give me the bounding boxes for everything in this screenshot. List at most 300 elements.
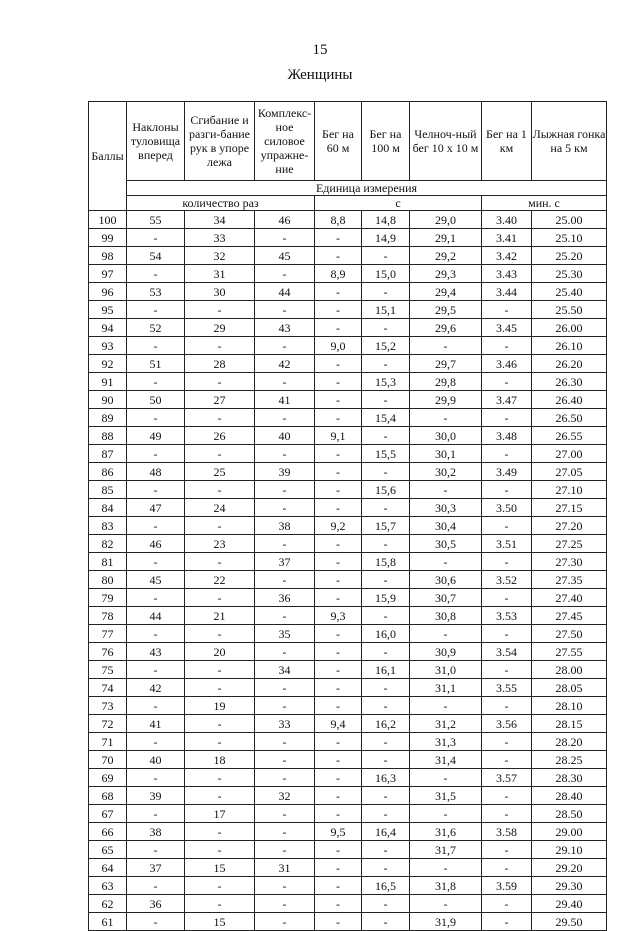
table-cell: 21 [185,607,255,625]
table-cell: 3.45 [482,319,532,337]
points-cell: 93 [89,337,127,355]
table-row [89,859,607,877]
table-cell: 43 [255,319,315,337]
table-cell: 29,8 [410,373,482,391]
page-title: Женщины [287,67,353,83]
table-cell: 25.40 [532,283,607,301]
table-cell: - [127,445,185,463]
table-cell: - [362,355,410,373]
table-cell: - [315,463,362,481]
points-cell: 63 [89,877,127,895]
table-cell: 3.52 [482,571,532,589]
table-row [89,697,607,715]
table-cell: 9,0 [315,337,362,355]
table-cell: 26.00 [532,319,607,337]
points-cell: 98 [89,247,127,265]
table-cell: 48 [127,463,185,481]
table-cell: - [127,733,185,751]
table-row [89,283,607,301]
table-cell: 3.42 [482,247,532,265]
header-run-1km: Бег на 1 км [482,102,532,181]
table-cell: 3.41 [482,229,532,247]
table-cell: - [255,373,315,391]
points-cell: 70 [89,751,127,769]
table-row [89,769,607,787]
table-cell: - [315,877,362,895]
table-cell: 33 [185,229,255,247]
table-cell: 3.47 [482,391,532,409]
table-cell: 31,8 [410,877,482,895]
table-cell: - [255,535,315,553]
table-cell: - [482,301,532,319]
points-cell: 73 [89,697,127,715]
header-forward-bend: Наклоны туловища вперед [127,102,185,181]
table-cell: - [315,841,362,859]
table-cell: 30,3 [410,499,482,517]
table-cell: 3.43 [482,265,532,283]
table-cell: - [482,859,532,877]
table-cell: 29.40 [532,895,607,913]
points-cell: 71 [89,733,127,751]
table-cell: 39 [255,463,315,481]
table-row [89,499,607,517]
table-cell: - [185,661,255,679]
points-cell: 79 [89,589,127,607]
unit-seconds: с [315,196,482,211]
table-cell: - [362,733,410,751]
table-row [89,751,607,769]
table-cell: 15,4 [362,409,410,427]
table-cell: 34 [255,661,315,679]
table-cell: - [315,787,362,805]
unit-minsec: мин. с [482,196,607,211]
table-row [89,715,607,733]
table-cell: - [255,751,315,769]
table-cell: - [482,661,532,679]
table-row [89,265,607,283]
table-cell: 37 [255,553,315,571]
table-cell: - [315,247,362,265]
table-cell: 15,2 [362,337,410,355]
table-row [89,427,607,445]
table-cell: 22 [185,571,255,589]
table-cell: - [315,499,362,517]
table-cell: - [410,337,482,355]
table-cell: - [362,607,410,625]
table-cell: 29 [185,319,255,337]
table-cell: 26.40 [532,391,607,409]
table-cell: 31 [185,265,255,283]
table-cell: 41 [255,391,315,409]
table-cell: 29,2 [410,247,482,265]
table-cell: 17 [185,805,255,823]
table-cell: - [255,499,315,517]
points-cell: 100 [89,211,127,229]
table-cell: - [362,247,410,265]
table-cell: - [315,319,362,337]
table-cell: 3.53 [482,607,532,625]
table-cell: - [315,373,362,391]
points-cell: 95 [89,301,127,319]
table-cell: 51 [127,355,185,373]
points-cell: 74 [89,679,127,697]
table-cell: - [482,787,532,805]
table-cell: 26.10 [532,337,607,355]
table-cell: 30,0 [410,427,482,445]
table-cell: - [482,481,532,499]
table-cell: - [255,409,315,427]
table-cell: - [185,337,255,355]
table-cell: - [410,553,482,571]
table-body [89,211,607,931]
table-cell: - [185,877,255,895]
table-cell: - [315,589,362,607]
table-cell: 31,7 [410,841,482,859]
table-cell: 25.10 [532,229,607,247]
table-cell: - [185,409,255,427]
table-cell: - [482,733,532,751]
table-cell: - [255,229,315,247]
points-cell: 92 [89,355,127,373]
table-cell: - [482,841,532,859]
table-cell: 29,6 [410,319,482,337]
table-cell: 52 [127,319,185,337]
table-cell: 34 [185,211,255,229]
table-cell: - [482,409,532,427]
table-row [89,805,607,823]
table-cell: - [255,805,315,823]
table-cell: 30,4 [410,517,482,535]
table-cell: 3.40 [482,211,532,229]
table-cell: - [482,697,532,715]
table-cell: - [255,769,315,787]
table-cell: - [127,229,185,247]
table-cell: - [362,283,410,301]
table-cell: 28.25 [532,751,607,769]
table-row [89,733,607,751]
table-cell: - [315,859,362,877]
table-cell: - [410,859,482,877]
table-cell: 3.48 [482,427,532,445]
table-cell: - [255,733,315,751]
table-row [89,553,607,571]
header-run-60m: Бег на 60 м [315,102,362,181]
points-cell: 66 [89,823,127,841]
table-cell: 28.05 [532,679,607,697]
table-cell: - [255,841,315,859]
table-cell: 3.51 [482,535,532,553]
table-cell: - [315,481,362,499]
table-cell: - [127,337,185,355]
table-cell: - [315,643,362,661]
points-cell: 72 [89,715,127,733]
table-cell: - [255,877,315,895]
table-cell: - [255,895,315,913]
table-cell: 44 [127,607,185,625]
table-cell: - [185,841,255,859]
table-cell: 3.58 [482,823,532,841]
table-cell: 45 [255,247,315,265]
table-cell: - [185,733,255,751]
table-cell: - [482,589,532,607]
table-cell: - [127,625,185,643]
table-row [89,823,607,841]
table-row [89,625,607,643]
table-cell: 41 [127,715,185,733]
table-cell: 29,3 [410,265,482,283]
table-cell: 26.20 [532,355,607,373]
table-cell: 27.25 [532,535,607,553]
table-cell: - [185,769,255,787]
table-cell: 31,3 [410,733,482,751]
points-cell: 67 [89,805,127,823]
table-cell: - [185,625,255,643]
table-cell: 8,9 [315,265,362,283]
table-row [89,895,607,913]
table-cell: - [127,409,185,427]
table-cell: - [127,877,185,895]
unit-count: количество раз [127,196,315,211]
table-cell: - [362,463,410,481]
points-cell: 88 [89,427,127,445]
table-cell: - [255,823,315,841]
points-cell: 77 [89,625,127,643]
table-row [89,409,607,427]
table-cell: - [410,769,482,787]
table-cell: 23 [185,535,255,553]
table-cell: - [127,301,185,319]
table-cell: 33 [255,715,315,733]
table-cell: 30 [185,283,255,301]
points-cell: 81 [89,553,127,571]
table-row [89,391,607,409]
table-cell: - [255,571,315,589]
table-cell: 27.05 [532,463,607,481]
table-row [89,571,607,589]
table-cell: 3.56 [482,715,532,733]
table-cell: 9,3 [315,607,362,625]
table-cell: - [482,337,532,355]
points-cell: 64 [89,859,127,877]
table-cell: 29.50 [532,913,607,931]
table-cell: - [127,517,185,535]
table-cell: 15,6 [362,481,410,499]
points-cell: 76 [89,643,127,661]
table-cell: - [127,805,185,823]
table-cell: - [185,715,255,733]
table-cell: - [362,895,410,913]
table-row [89,787,607,805]
table-cell: - [482,553,532,571]
table-cell: 3.57 [482,769,532,787]
table-row [89,607,607,625]
table-cell: - [315,553,362,571]
table-cell: - [482,445,532,463]
table-cell: - [482,625,532,643]
points-cell: 84 [89,499,127,517]
table-cell: 36 [255,589,315,607]
table-cell: - [410,895,482,913]
table-cell: 55 [127,211,185,229]
table-cell: - [315,751,362,769]
table-cell: 16,4 [362,823,410,841]
table-cell: 26 [185,427,255,445]
table-cell: 29.20 [532,859,607,877]
table-cell: 26.30 [532,373,607,391]
table-cell: 30,1 [410,445,482,463]
table-cell: - [185,553,255,571]
points-cell: 65 [89,841,127,859]
table-cell: - [482,373,532,391]
table-cell: 20 [185,643,255,661]
table-cell: - [185,895,255,913]
table-cell: - [410,409,482,427]
table-cell: 29,7 [410,355,482,373]
table-cell: 9,4 [315,715,362,733]
table-row [89,319,607,337]
table-cell: 15,0 [362,265,410,283]
table-cell: 31,1 [410,679,482,697]
table-cell: - [315,391,362,409]
table-row [89,535,607,553]
points-cell: 94 [89,319,127,337]
points-cell: 75 [89,661,127,679]
table-cell: - [410,805,482,823]
table-cell: - [185,679,255,697]
table-cell: 25.20 [532,247,607,265]
points-cell: 87 [89,445,127,463]
table-cell: - [127,553,185,571]
table-cell: 40 [255,427,315,445]
table-cell: 46 [127,535,185,553]
table-cell: 35 [255,625,315,643]
table-cell: 15,5 [362,445,410,463]
table-cell: - [255,679,315,697]
table-cell: 54 [127,247,185,265]
table-row [89,517,607,535]
unit-of-measure-label: Единица измерения [127,181,607,196]
header-points: Баллы [89,102,127,211]
table-cell: 31,6 [410,823,482,841]
table-cell: 9,1 [315,427,362,445]
table-cell: - [315,769,362,787]
table-cell: 18 [185,751,255,769]
table-cell: 25 [185,463,255,481]
table-cell: - [362,391,410,409]
table-cell: - [315,733,362,751]
table-cell: 53 [127,283,185,301]
table-cell: 27 [185,391,255,409]
table-cell: - [410,481,482,499]
table-cell: 30,5 [410,535,482,553]
header-strength-complex: Комплекс-ное силовое упражне-ние [255,102,315,181]
table-cell: - [127,697,185,715]
table-cell: - [315,625,362,643]
table-cell: 30,7 [410,589,482,607]
table-cell: - [185,589,255,607]
table-cell: 30,6 [410,571,482,589]
table-cell: 8,8 [315,211,362,229]
points-cell: 91 [89,373,127,391]
table-cell: - [127,481,185,499]
header-run-100m: Бег на 100 м [362,102,410,181]
table-cell: 15,3 [362,373,410,391]
table-cell: 15,1 [362,301,410,319]
table-cell: 26.50 [532,409,607,427]
table-row [89,355,607,373]
table-cell: - [255,643,315,661]
table-cell: 9,2 [315,517,362,535]
table-cell: - [255,607,315,625]
points-cell: 78 [89,607,127,625]
table-cell: - [362,499,410,517]
table-cell: - [315,229,362,247]
table-cell: - [255,697,315,715]
points-cell: 99 [89,229,127,247]
table-cell: 16,1 [362,661,410,679]
table-row [89,211,607,229]
table-cell: - [315,661,362,679]
table-cell: 27.45 [532,607,607,625]
table-cell: 3.54 [482,643,532,661]
table-cell: - [255,301,315,319]
header-ski-5km: Лыжная гонка на 5 км [532,102,607,181]
table-cell: 43 [127,643,185,661]
table-cell: 25.30 [532,265,607,283]
table-cell: - [127,913,185,931]
table-cell: 29.30 [532,877,607,895]
table-cell: - [362,751,410,769]
table-row [89,913,607,931]
table-cell: - [315,571,362,589]
table-cell: 31,2 [410,715,482,733]
header-push-ups: Сгибание и разги-бание рук в упоре лежа [185,102,255,181]
table-cell: - [315,445,362,463]
table-cell: - [255,265,315,283]
table-cell: - [362,913,410,931]
table-row [89,247,607,265]
table-cell: 27.00 [532,445,607,463]
table-cell: 29,1 [410,229,482,247]
header-shuttle-run: Челноч-ный бег 10 х 10 м [410,102,482,181]
table-cell: 16,0 [362,625,410,643]
table-row [89,373,607,391]
table-cell: 25.00 [532,211,607,229]
table-cell: - [185,823,255,841]
table-cell: 27.30 [532,553,607,571]
table-cell: - [255,481,315,499]
standards-table [88,101,607,931]
table-cell: 31,4 [410,751,482,769]
table-row [89,643,607,661]
table-cell: - [127,373,185,391]
table-cell: - [482,805,532,823]
table-cell: - [255,445,315,463]
table-cell: 28.15 [532,715,607,733]
points-cell: 85 [89,481,127,499]
table-cell: 49 [127,427,185,445]
table-cell: 28.30 [532,769,607,787]
table-cell: 27.15 [532,499,607,517]
table-cell: 37 [127,859,185,877]
points-cell: 89 [89,409,127,427]
points-cell: 69 [89,769,127,787]
table-cell: - [482,895,532,913]
points-cell: 82 [89,535,127,553]
table-cell: - [127,661,185,679]
table-cell: 27.10 [532,481,607,499]
table-cell: 38 [255,517,315,535]
